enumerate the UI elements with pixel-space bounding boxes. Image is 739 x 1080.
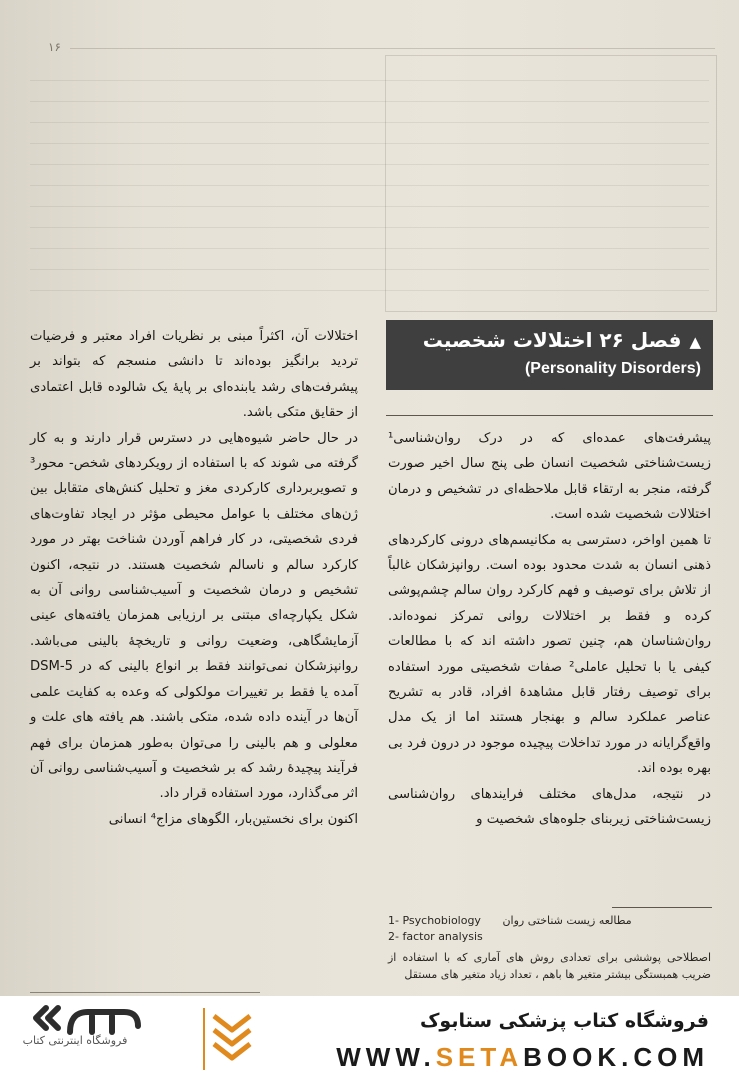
chapter-subtitle: (Personality Disorders) [524, 360, 701, 377]
paragraph: اختلالات آن، اکثراً مبنی بر نظریات افراد معتبر و فرضیات تردید برانگیز بوده‌اند تا دانشی منسجم که بتواند بر پیشرفت‌های رشد یابنده‌ای بر پایهٔ یک شالوده قابل اعتمادی از حقایق متکی باشد. [30, 329, 358, 421]
page-number: ۱۶ [48, 40, 61, 54]
header-rule [70, 48, 715, 49]
footnote-2: 2- factor analysis [388, 930, 483, 943]
store-banner [0, 996, 739, 1080]
chapter-title: فصل ۲۶ اختلالات شخصیت [422, 328, 682, 352]
left-footer-rule [30, 992, 260, 993]
logo-caption: فروشگاه اینترنتی کتاب [22, 1034, 128, 1047]
paragraph: پیشرفت‌های عمده‌ای که در درک روان‌شناسی¹ زیست‌شناختی شخصیت انسان طی پنج سال اخیر صورت گرفته، منجر به ارتقاء قابل ملاحظه‌ای در تشخیص و درمان اختلالات شخصیت شده است. [388, 431, 711, 523]
paragraph: در حال حاضر شیوه‌هایی در دسترس قرار دارند و به کار گرفته می شوند که با استفاده از رویکردهای شخص- محور³ و تصویربرداری کارکردی مغز و تحلیل کنش‌های متقابل بین ژن‌های مختلف با عوامل محیطی مؤثر در ایجاد تفاوت‌های فردی شخصیتی، در کار فراهم آوردن شناخت بهتر در مورد کارکرد سالم و ناسالم شخصیت هستند. در نتیجه، اکنون تشخیص و درمان شخصیت و آسیب‌شناسی روانی آن به شکل یکپارچه‌ای مبتنی بر ارزیابی همزمان یافته‌های عینی آزمایشگاهی، وضعیت روانی و تاریخچهٔ بالینی می‌باشد. روانپزشکان نمی‌توانند فقط بر انواع بالینی که در DSM-5 آمده یا فقط بر تغییرات مولکولی که وعده به کفایت علمی آن‌ها در آینده داده شده، متکی باشند. هم یافته های علت و معلولی و هم بالینی را می‌توان به‌طور همزمان برای فهم فرآیند پیچیدهٔ رشد که بر شخصیت و آسیب‌شناسی روانی آن اثر می‌گذارد، مورد استفاده قرار داد. [30, 430, 358, 802]
triangle-icon: ▲ [689, 333, 701, 351]
paragraph: تا همین اواخر، دسترسی به مکانیسم‌های درونی کارکردهای ذهنی انسان به شدت محدود بوده است. روانپزشکان غالباً از تلاش برای توصیف و فهم کارکرد روان سالم چشم‌پوشی کرده و فقط بر اختلالات روانی تمرکز نموده‌اند. روان‌شناسان هم، چنین تصور داشته اند که با مطالعات کیفی یا با تحلیل عاملی² صفات شخصیتی مورد استفاده برای توصیف رفتار قابل مشاهدهٔ افراد، قادر به تشریح عناصر عملکرد سالم و بهنجار هستند اما از یک مدل واقع‌گرایانه در مورد تداخلات پیچیده موجود در درون فرد بی بهره بوده اند. [388, 532, 711, 777]
chapter-heading [386, 320, 713, 390]
footnotes [388, 913, 711, 983]
url-suffix: BOOK.COM [523, 1042, 709, 1072]
heading-rule [386, 415, 713, 416]
right-column [388, 426, 711, 833]
url-prefix: WWW. [336, 1042, 436, 1072]
footnote-rule [612, 907, 712, 908]
left-column [30, 324, 358, 832]
paragraph: اکنون برای نخستین‌بار، الگوهای مزاج⁴ انسانی [108, 811, 358, 827]
footnote-note: اصطلاحی پوششی برای تعدادی روش های آماری که با استفاده از ضریب همبستگی بیشتر متغیر ها باهم ، تعداد زیاد متغیر های مستقل [388, 951, 711, 981]
paragraph: در نتیجه، مدل‌های مختلف فرایندهای روان‌شناسی زیست‌شناختی زیربنای جلوه‌های شخصیت و [388, 786, 711, 828]
bleed-through-figure [385, 55, 717, 312]
footnote-1: 1- Psychobiology مطالعه زیست شناختی روان [388, 914, 632, 927]
store-name: فروشگاه کتاب پزشکی ستابوک [419, 1010, 709, 1032]
url-highlight: SETA [435, 1042, 524, 1072]
store-url[interactable] [336, 1042, 709, 1073]
